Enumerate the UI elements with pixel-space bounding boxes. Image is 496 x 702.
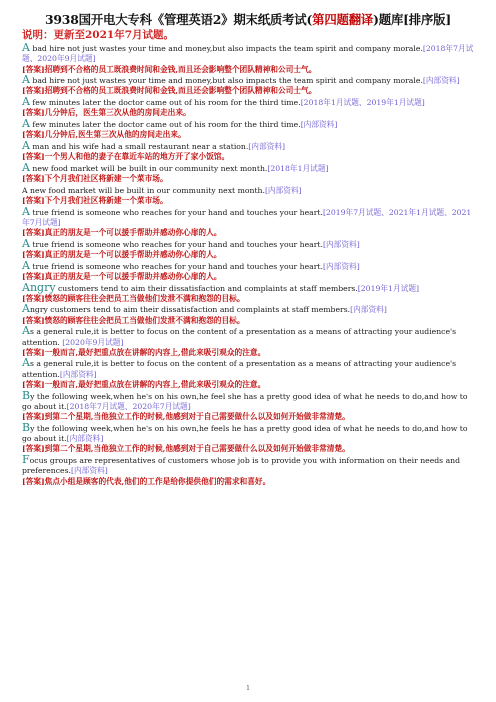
question-source: [内部资料] <box>248 141 286 151</box>
answer-prefix: [答案] <box>22 380 45 390</box>
answer-prefix: [答案] <box>22 64 45 74</box>
answer-prefix: [答案] <box>22 476 45 486</box>
question-item <box>22 280 474 294</box>
answer-text: 真正的朋友是一个可以援手帮助并感动你心扉的人。 <box>44 271 222 281</box>
answer-line <box>22 444 474 455</box>
question-first-letter: A <box>22 41 30 54</box>
answer-text: 招聘到不合格的员工既浪费时间和金钱,而且还会影响整个团队精神和公司士气。 <box>44 64 317 74</box>
question-text: new food market will be built in our community next month. <box>29 163 268 173</box>
answer-text: 招聘到不合格的员工既浪费时间和金钱,而且还会影响整个团队精神和公司士气。 <box>44 86 317 96</box>
question-item <box>22 185 474 196</box>
answer-line <box>22 174 474 185</box>
document-page <box>22 12 474 487</box>
title-prefix: 3938国开电大专科《管理英语2》期末纸质考试( <box>44 12 313 27</box>
question-text: s a general rule,it is better to focus on the content of a presentation as a means of attracting your audience's attention. <box>22 327 457 347</box>
answer-prefix: [答案] <box>22 315 45 325</box>
question-item <box>22 160 474 174</box>
question-source: [内部资料] <box>322 239 360 249</box>
question-source: [内部资料] <box>66 434 104 444</box>
question-item <box>22 116 474 130</box>
answer-text: 一般而言,最好把重点放在讲解的内容上,借此来吸引观众的注意。 <box>44 380 266 390</box>
answer-text: 下个月我们社区将新建一个菜市场。 <box>44 195 168 205</box>
question-item <box>22 204 474 229</box>
question-item <box>22 97 474 108</box>
question-source: [内部资料] <box>70 466 108 476</box>
answer-prefix: [答案] <box>22 174 45 184</box>
answer-line <box>22 130 474 141</box>
question-first-letter: A <box>22 356 30 370</box>
question-item <box>22 258 474 272</box>
answer-text: 焦点小组是顾客的代表,他们的工作是给你提供他们的需求和喜好。 <box>44 476 271 486</box>
question-item <box>22 388 474 413</box>
page-number: 1 <box>246 685 250 692</box>
question-first-letter: A <box>22 73 30 87</box>
question-first-letter: A <box>22 138 30 152</box>
answer-text: 下个月我们社区将新建一个菜市场。 <box>44 174 168 184</box>
question-source: [2019年1月试题] <box>357 283 420 293</box>
question-text: bad hire not just wastes your time and money,but also impacts the team spirit and company morale. <box>29 44 423 53</box>
question-source: [内部资料] <box>59 369 97 379</box>
question-text: true friend is someone who reaches for your hand and touches your heart. <box>29 207 323 217</box>
answer-text: 到第二个星期,当他独立工作的时候,他感到对于自己需要做什么以及如何开始做非常清楚。 <box>44 444 350 454</box>
answer-line <box>22 108 474 119</box>
question-first-letter: A <box>22 324 30 338</box>
question-source: [内部资料] <box>322 261 360 271</box>
question-source: [2018年1月试题] <box>267 163 329 173</box>
question-source: [内部资料] <box>264 185 302 195</box>
answer-text: 真正的朋友是一个可以援手帮助并感动你心扉的人。 <box>44 250 222 260</box>
answer-prefix: [答案] <box>22 271 45 281</box>
answer-line <box>22 477 474 488</box>
answer-prefix: [答案] <box>22 347 45 357</box>
question-first-letter: A <box>22 236 30 250</box>
question-item <box>22 75 474 86</box>
question-text: y the following week,when he's on his own,he feels he has a pretty good idea of what he needs to do,and how to go about it. <box>22 423 468 444</box>
question-first-letter: Angry <box>22 280 56 294</box>
answer-text: 一个男人和他的妻子在靠近车站的地方开了家小饭馆。 <box>44 152 230 162</box>
answer-prefix: [答案] <box>22 195 45 205</box>
question-first-letter: F <box>22 453 30 467</box>
question-source: [2018年7月试题、2020年9月试题] <box>22 44 474 64</box>
answer-text: 愤怒的顾客往往会把员工当做他们发泄不满和抱怨的目标。 <box>44 293 245 303</box>
question-text: A new food market will be built in our community next month. <box>22 185 265 195</box>
answer-prefix: [答案] <box>22 152 45 162</box>
question-item <box>22 326 474 348</box>
page-subtitle: 说明：更新至2021年7月试题。 <box>22 29 175 41</box>
answer-prefix: [答案] <box>22 108 45 118</box>
question-text: few minutes later the doctor came out of his room for the third time. <box>29 98 301 108</box>
answer-line <box>22 152 474 163</box>
question-source: [内部资料] <box>350 305 387 315</box>
answer-line <box>22 348 474 359</box>
question-item <box>22 138 474 152</box>
answer-line <box>22 272 474 283</box>
question-text: y the following week,when he's on his own,he feel she has a pretty good idea of what he needs to do,and how to go about it. <box>22 391 468 411</box>
question-source: [内部资料] <box>422 76 460 86</box>
question-item <box>22 236 474 250</box>
question-item <box>22 358 474 380</box>
title-highlight: 第四题翻译 <box>312 12 374 27</box>
answer-line <box>22 294 474 305</box>
question-first-letter: A <box>22 204 30 218</box>
answer-line <box>22 65 474 76</box>
answer-line <box>22 228 474 239</box>
question-first-letter: B <box>22 388 31 402</box>
answer-text: 一般而言,最好把重点放在讲解的内容上,借此来吸引观众的注意。 <box>44 347 266 357</box>
answer-line <box>22 412 474 423</box>
answer-prefix: [答案] <box>22 412 45 422</box>
question-item <box>22 455 474 477</box>
question-list <box>22 43 474 487</box>
answer-line <box>22 86 474 97</box>
answer-prefix: [答案] <box>22 293 45 303</box>
answer-text: 真正的朋友是一个可以援手帮助并感动你心扉的人。 <box>44 228 222 238</box>
question-first-letter: A <box>22 258 30 272</box>
question-text: few minutes later the doctor came out of his room for the third time. <box>29 119 301 129</box>
question-text: true friend is someone who reaches for your hand and touches your heart. <box>29 239 323 249</box>
answer-text: 几分钟后，医生第三次从他的房间走出来。 <box>44 108 191 118</box>
question-item <box>22 304 474 315</box>
question-text: true friend is someone who reaches for your hand and touches your heart. <box>29 261 323 271</box>
question-first-letter: A <box>22 95 30 109</box>
question-source: [2020年9月试题] <box>62 337 124 347</box>
answer-prefix: [答案] <box>22 130 45 140</box>
question-first-letter: A <box>22 160 30 174</box>
question-text: ocus groups are representatives of customers whose job is to provide you with information on their needs and preferences. <box>22 456 461 476</box>
answer-text: 到第二个星期,当他独立工作的时候,他感到对于自己需要做什么以及如何开始做非常清楚。 <box>44 412 350 422</box>
question-source: [2019年7月试题、2021年1月试题、2021年7月试题] <box>22 207 472 227</box>
answer-prefix: [答案] <box>22 228 45 238</box>
question-first-letter: B <box>22 420 31 434</box>
question-item <box>22 43 474 65</box>
answer-line <box>22 380 474 391</box>
question-text: s a general rule,it is better to focus on the content of a presentation as a means of attracting your audience's attention. <box>22 359 457 379</box>
answer-line <box>22 250 474 261</box>
answer-prefix: [答案] <box>22 86 45 96</box>
answer-prefix: [答案] <box>22 444 45 454</box>
question-text: man and his wife had a small restaurant near a station. <box>29 141 249 151</box>
answer-prefix: [答案] <box>22 250 45 260</box>
question-first-letter: A <box>22 302 30 316</box>
question-source: [内部资料] <box>300 119 338 129</box>
question-first-letter: A <box>22 116 30 130</box>
title-suffix: )题库[排序版] <box>373 12 452 27</box>
page-title <box>22 12 474 28</box>
question-item <box>22 420 474 445</box>
question-source: [2018年1月试题、2019年1月试题] <box>300 98 425 108</box>
question-source: [2018年7月试题、2020年7月试题] <box>66 401 191 411</box>
answer-line <box>22 196 474 207</box>
answer-text: 几分钟后,医生第三次从他的房间走出来。 <box>44 130 186 140</box>
answer-text: 愤怒的顾客往往会把员工当做他们发泄不满和抱怨的目标。 <box>44 315 245 325</box>
question-text: ngry customers tend to aim their dissatisfaction and complaints at staff members. <box>29 305 351 315</box>
answer-line <box>22 316 474 327</box>
question-text: bad hire not just wastes your time and money,but also impacts the team spirit and company morale. <box>29 76 423 86</box>
question-text: customers tend to aim their dissatisfaction and complaints at staff members. <box>55 283 358 293</box>
